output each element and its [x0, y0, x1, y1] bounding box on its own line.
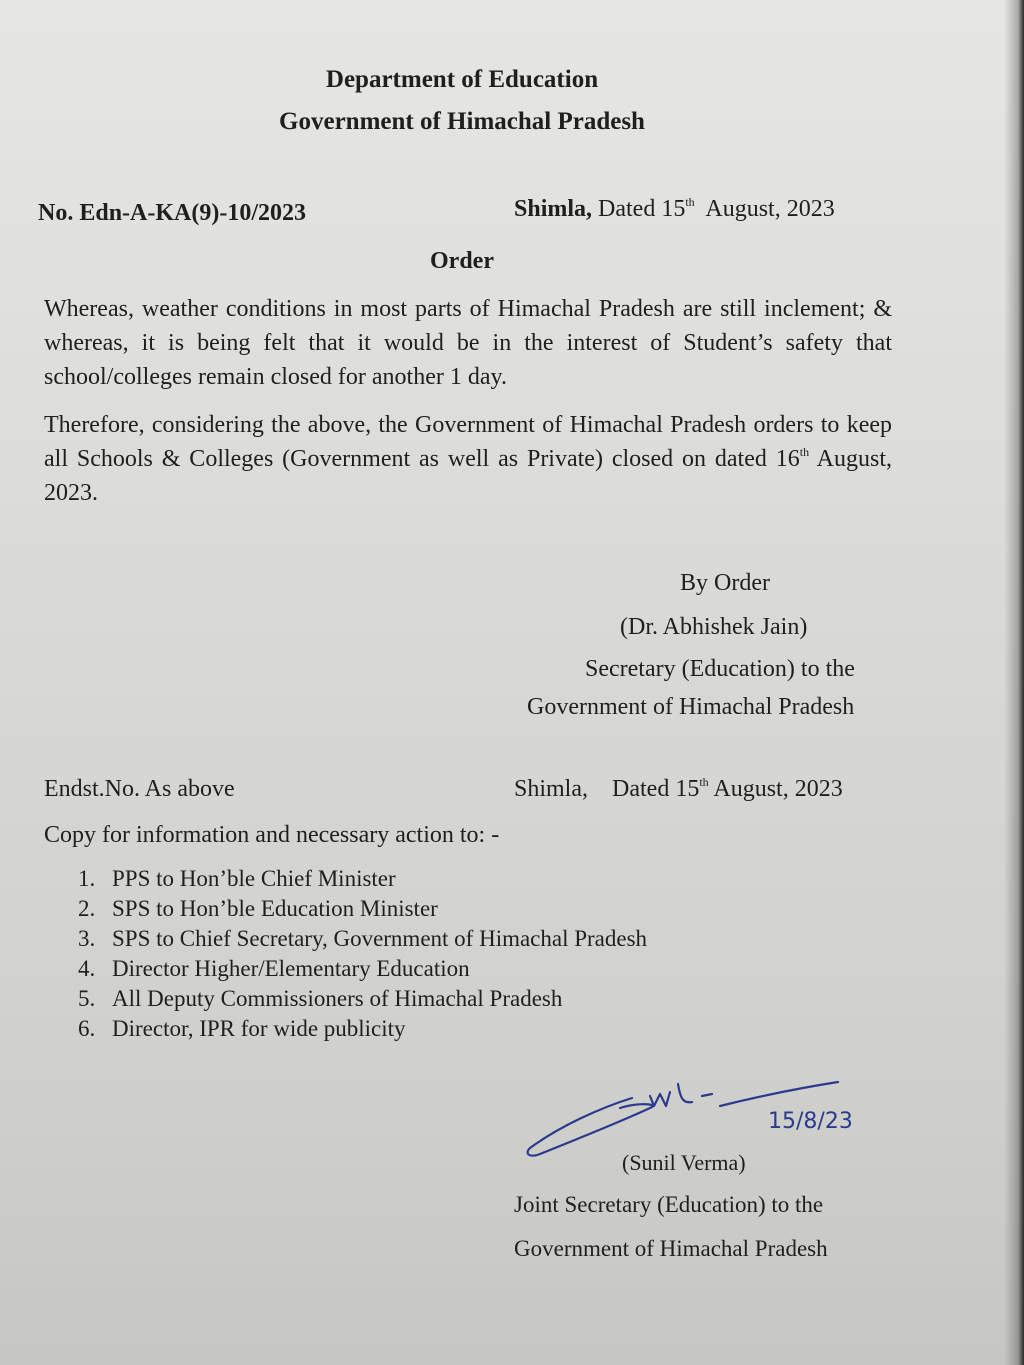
- list-item: 6. Director, IPR for wide publicity: [78, 1016, 406, 1041]
- paragraph-therefore-end: August, 2023.: [44, 446, 893, 506]
- endorsement-date-suffix: August, 2023: [713, 776, 843, 802]
- paragraph-therefore-main: Therefore, considering the above, the Government of Himachal Pradesh orders to keep all Schools & Colleges (Government as well as Private) closed on dated 16: [44, 412, 892, 472]
- signatory2-designation: Joint Secretary (Education) to the: [514, 1192, 824, 1217]
- signatory1-designation: Secretary (Education) to the: [585, 656, 855, 682]
- order-number: No. Edn-A-KA(9)-10/2023: [38, 200, 306, 226]
- signature-stroke-s: [528, 1098, 653, 1156]
- signatory2-name: (Sunil Verma): [622, 1150, 746, 1175]
- signature-stroke-slash: [720, 1082, 838, 1106]
- order-date-prefix: Dated 15: [598, 196, 686, 222]
- list-item: 3. SPS to Chief Secretary, Government of Himachal Pradesh: [78, 926, 648, 951]
- department-heading: Department of Education: [325, 66, 599, 93]
- signatory1-organization: Government of Himachal Pradesh: [527, 694, 855, 720]
- paragraph-therefore-sup: th: [799, 445, 810, 459]
- order-date-line: [514, 196, 835, 223]
- order-title: Order: [430, 248, 494, 274]
- signature-stroke-l: [678, 1084, 692, 1102]
- endorsement-date-line: [514, 776, 843, 803]
- order-date-suffix: August, 2023: [705, 196, 835, 222]
- list-item: 2. SPS to Hon’ble Education Minister: [78, 896, 438, 921]
- signature-stroke-dash: [702, 1094, 712, 1096]
- copy-to-label: Copy for information and necessary action to: -: [44, 822, 500, 848]
- government-heading: Government of Himachal Pradesh: [279, 108, 645, 135]
- endorsement-number: Endst.No. As above: [44, 776, 235, 802]
- endorsement-date-sup: th: [699, 775, 709, 789]
- signature-stroke-w: [650, 1092, 670, 1106]
- order-place: Shimla,: [514, 196, 593, 222]
- order-date-sup: th: [685, 195, 695, 209]
- endorsement-date-prefix: Dated 15: [612, 776, 700, 802]
- list-item: 4. Director Higher/Elementary Education: [78, 956, 470, 981]
- endorsement-place: Shimla,: [514, 776, 589, 802]
- signatory2-organization: Government of Himachal Pradesh: [514, 1236, 828, 1261]
- signature-handwritten-date: 15/8/23: [768, 1109, 853, 1134]
- list-item: 5. All Deputy Commissioners of Himachal Pradesh: [78, 986, 563, 1011]
- by-order-label: By Order: [680, 570, 770, 596]
- list-item: 1. PPS to Hon’ble Chief Minister: [78, 866, 396, 891]
- signatory1-name: (Dr. Abhishek Jain): [620, 614, 808, 640]
- paragraph-therefore: [44, 408, 892, 510]
- recipient-list: [78, 864, 647, 1044]
- paper-edge-shadow: [1004, 0, 1024, 1365]
- paragraph-whereas: Whereas, weather conditions in most parts of Himachal Pradesh are still inclement; & whereas, it is being felt that it would be in the interest of Student’s safety that school/colleges remain closed for another 1 day.: [44, 296, 892, 390]
